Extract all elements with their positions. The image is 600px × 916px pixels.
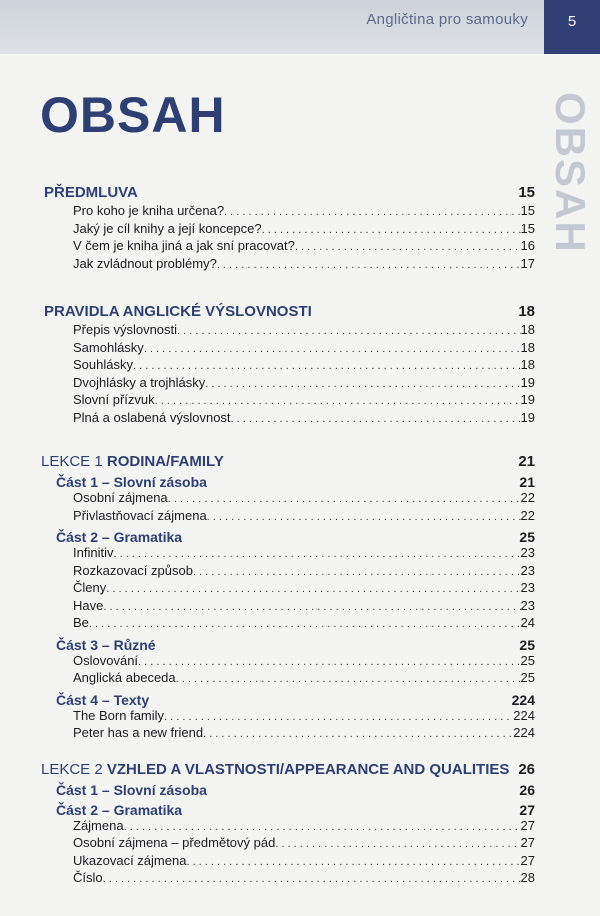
side-title-text: OBSAH: [547, 92, 594, 254]
part-title: Část 2 – Gramatika: [56, 529, 183, 545]
toc-part[interactable]: [56, 802, 535, 818]
lesson-name: RODINA/FAMILY: [106, 453, 224, 470]
toc-entry[interactable]: [73, 615, 535, 633]
entry-page: 27: [520, 852, 535, 868]
toc-entry[interactable]: [73, 375, 535, 393]
toc-entry[interactable]: [73, 598, 535, 616]
toc-section[interactable]: [44, 184, 535, 201]
page-title: OBSAH: [40, 87, 226, 143]
toc-entry[interactable]: [73, 221, 535, 239]
toc-entry[interactable]: [73, 835, 535, 853]
entry-text: Peter has a new friend: [73, 725, 204, 740]
entry-page: 23: [520, 562, 535, 578]
part-page: 21: [519, 474, 535, 490]
entry-text: Rozkazovací způsob: [73, 562, 193, 578]
entry-text: Souhlásky: [73, 357, 133, 372]
leader-dots: [231, 411, 521, 428]
leader-dots: [168, 491, 521, 508]
leader-dots: [186, 854, 520, 871]
entry-page: 19: [520, 409, 535, 425]
entry-text: Plná a oslabená výslovnost: [73, 409, 231, 425]
leader-dots: [133, 358, 521, 375]
entry-page: 24: [520, 615, 535, 630]
part-page: 27: [519, 801, 535, 818]
lesson-title: [41, 761, 509, 778]
entry-text: Pro koho je kniha určena?: [73, 203, 225, 218]
toc-entry[interactable]: [73, 322, 535, 340]
entry-page: 224: [513, 725, 535, 740]
toc-entry[interactable]: [73, 818, 535, 836]
toc-entry[interactable]: [73, 392, 535, 410]
entry-page: 22: [520, 490, 535, 505]
leader-dots: [164, 709, 513, 726]
entry-page: 23: [520, 580, 535, 595]
lesson-prefix: LEKCE 2: [41, 760, 103, 778]
entry-text: Samohlásky: [73, 339, 144, 355]
toc-entry[interactable]: [73, 725, 535, 743]
entry-page: 15: [520, 220, 535, 236]
toc-part[interactable]: [56, 692, 535, 708]
leader-dots: [205, 376, 520, 393]
section-page: 18: [518, 303, 535, 320]
entry-page: 16: [520, 238, 535, 253]
entry-text: The Born family: [73, 707, 165, 723]
toc-entry[interactable]: [73, 580, 535, 598]
part-page: 224: [511, 691, 535, 708]
toc-entry[interactable]: [73, 340, 535, 358]
toc-lesson[interactable]: [41, 761, 535, 778]
leader-dots: [113, 546, 520, 563]
toc-entry[interactable]: [73, 708, 535, 726]
section-title: PRAVIDLA ANGLICKÉ VÝSLOVNOSTI: [44, 303, 312, 320]
entry-text: Dvojhlásky a trojhlásky: [73, 374, 206, 390]
entry-page: 27: [520, 817, 535, 833]
leader-dots: [207, 509, 521, 526]
leader-dots: [262, 222, 521, 239]
entry-text: Číslo: [73, 870, 103, 885]
leader-dots: [203, 726, 513, 743]
entry-page: 15: [520, 203, 535, 218]
toc-entry[interactable]: [73, 357, 535, 375]
entry-text: Jak zvládnout problémy?: [73, 255, 217, 271]
entry-page: 28: [520, 870, 535, 885]
entry-text: Slovní přízvuk: [73, 392, 155, 407]
toc-entry[interactable]: [73, 238, 535, 256]
toc-entry[interactable]: [73, 670, 535, 688]
part-title: Část 1 – Slovní zásoba: [56, 781, 207, 798]
toc-part[interactable]: [56, 782, 535, 798]
toc-entry[interactable]: [73, 853, 535, 871]
toc-entry[interactable]: [73, 545, 535, 563]
leader-dots: [155, 393, 521, 410]
entry-text: Infinitiv: [73, 545, 114, 560]
leader-dots: [144, 341, 521, 358]
entry-text: Be: [73, 615, 89, 630]
entry-text: Zájmena: [73, 817, 124, 833]
toc-part[interactable]: [56, 474, 535, 490]
toc-entry[interactable]: [73, 563, 535, 581]
toc-entry[interactable]: [73, 410, 535, 428]
lesson-title: [41, 453, 224, 470]
leader-dots: [193, 564, 521, 581]
part-title: Část 1 – Slovní zásoba: [56, 474, 207, 490]
leader-dots: [124, 819, 521, 836]
leader-dots: [89, 616, 521, 633]
entry-page: 18: [520, 357, 535, 372]
lesson-name: VZHLED A VLASTNOSTI/APPEARANCE AND QUALITIES: [106, 760, 510, 778]
entry-page: 18: [520, 322, 535, 337]
part-title: Část 3 – Různé: [56, 636, 156, 653]
toc-entry[interactable]: [73, 203, 535, 221]
part-page: 25: [519, 636, 535, 653]
leader-dots: [103, 871, 521, 888]
entry-text: Členy: [73, 580, 107, 595]
entry-text: Anglická abeceda: [73, 670, 176, 685]
entry-text: Oslovování: [73, 652, 139, 668]
leader-dots: [176, 671, 521, 688]
entry-text: Osobní zájmena: [73, 490, 168, 505]
lesson-page: 21: [518, 453, 535, 470]
toc-part[interactable]: [56, 637, 535, 653]
part-title: Část 4 – Texty: [56, 691, 150, 708]
entry-page: 19: [520, 392, 535, 407]
part-title: Část 2 – Gramatika: [56, 801, 183, 818]
entry-page: 23: [520, 597, 535, 613]
toc-entry[interactable]: [73, 490, 535, 508]
entry-page: 25: [520, 652, 535, 668]
entry-page: 19: [520, 374, 535, 390]
entry-text: Have: [73, 597, 104, 613]
leader-dots: [177, 323, 520, 340]
part-page: 25: [519, 529, 535, 545]
toc-entry[interactable]: [73, 256, 535, 274]
entry-page: 18: [520, 339, 535, 355]
entry-text: Osobní zájmena – předmětový pád: [73, 835, 276, 850]
entry-text: Ukazovací zájmena: [73, 852, 187, 868]
leader-dots: [103, 599, 520, 616]
entry-page: 224: [513, 707, 535, 723]
entry-text: Přepis výslovnosti: [73, 322, 178, 337]
toc-entry[interactable]: [73, 870, 535, 888]
toc-part[interactable]: [56, 529, 535, 545]
entry-text: Jaký je cíl knihy a její koncepce?: [73, 220, 262, 236]
lesson-prefix: LEKCE 1: [41, 453, 103, 470]
leader-dots: [138, 654, 520, 671]
leader-dots: [217, 257, 521, 274]
entry-page: 27: [520, 835, 535, 850]
leader-dots: [106, 581, 520, 598]
entry-page: 25: [520, 670, 535, 685]
entry-page: 22: [520, 507, 535, 523]
entry-text: Přivlastňovací zájmena: [73, 507, 207, 523]
toc-lesson[interactable]: [41, 453, 535, 470]
toc-section[interactable]: [44, 303, 535, 320]
leader-dots: [275, 836, 520, 853]
toc-entry[interactable]: [73, 653, 535, 671]
page-number: 5: [544, 0, 600, 54]
lesson-page: 26: [518, 760, 535, 778]
entry-page: 23: [520, 545, 535, 560]
section-page: 15: [518, 184, 535, 201]
toc-entry[interactable]: [73, 508, 535, 526]
running-title: Angličtina pro samouky: [366, 11, 528, 28]
leader-dots: [224, 204, 520, 221]
part-page: 26: [519, 781, 535, 798]
page-header: [0, 0, 600, 54]
entry-page: 17: [520, 255, 535, 271]
section-title: PŘEDMLUVA: [44, 184, 138, 201]
table-of-contents: [41, 178, 535, 888]
entry-text: V čem je kniha jiná a jak sní pracovat?: [73, 238, 295, 253]
side-title: [547, 92, 594, 262]
leader-dots: [295, 239, 521, 256]
